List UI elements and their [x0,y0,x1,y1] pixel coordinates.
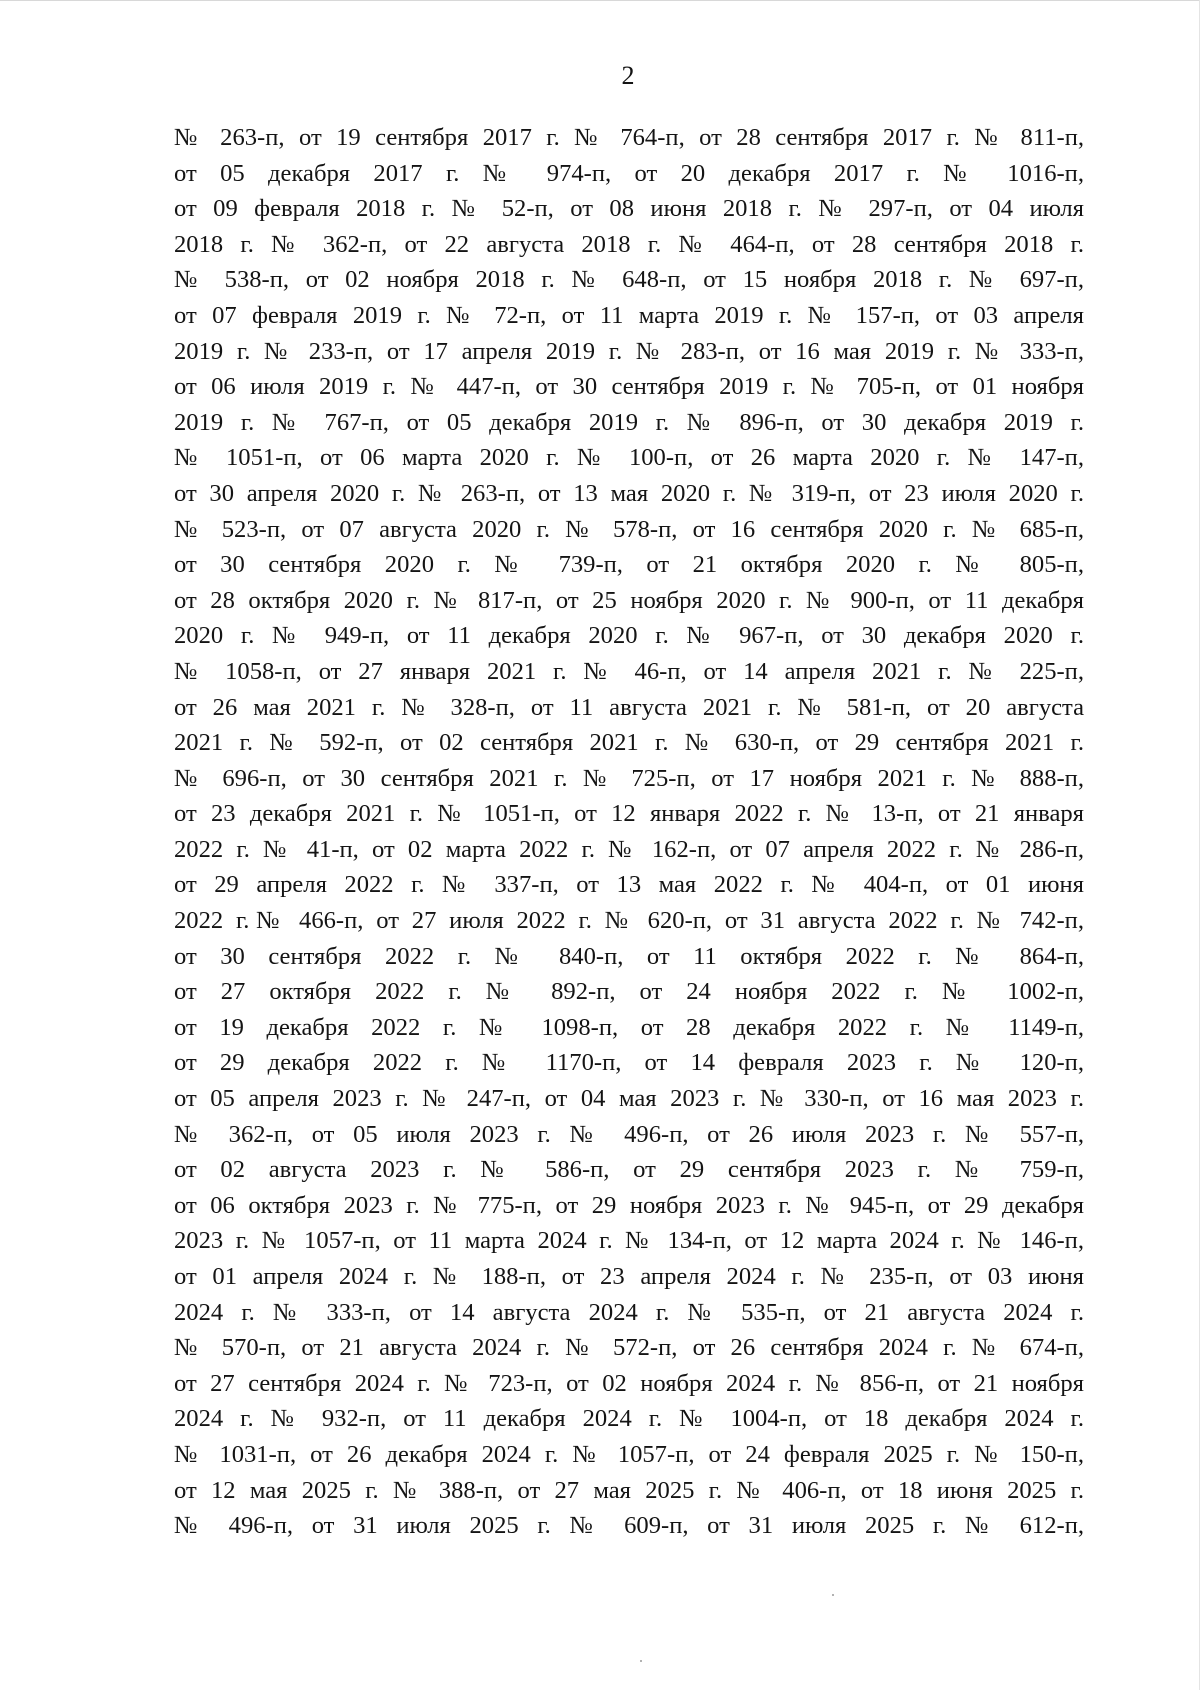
text-line: от 27 сентября 2024 г. № 723-п, от 02 ноября 2024 г. № 856-п, от 21 ноября [174,1369,1084,1397]
text-line: от 23 декабря 2021 г. № 1051-п, от 12 января 2022 г. № 13-п, от 21 января [174,800,1084,828]
text-line: от 09 февраля 2018 г. № 52-п, от 08 июня 2018 г. № 297-п, от 04 июля [174,195,1084,223]
text-line: 2023 г. № 1057-п, от 11 марта 2024 г. № 134-п, от 12 марта 2024 г. № 146-п, [174,1227,1084,1255]
text-line: № 1031-п, от 26 декабря 2024 г. № 1057-п, от 24 февраля 2025 г. № 150-п, [174,1440,1084,1468]
text-line: от 30 сентября 2020 г. № 739-п, от 21 октября 2020 г. № 805-п, [174,551,1084,579]
text-line: № 523-п, от 07 августа 2020 г. № 578-п, от 16 сентября 2020 г. № 685-п, [174,515,1084,543]
text-line: от 05 апреля 2023 г. № 247-п, от 04 мая 2023 г. № 330-п, от 16 мая 2023 г. [174,1085,1084,1113]
text-line: от 29 декабря 2022 г. № 1170-п, от 14 февраля 2023 г. № 120-п, [174,1049,1084,1077]
text-line: 2021 г. № 592-п, от 02 сентября 2021 г. № 630-п, от 29 сентября 2021 г. [174,729,1084,757]
text-line: от 06 октября 2023 г. № 775-п, от 29 ноября 2023 г. № 945-п, от 29 декабря [174,1191,1084,1219]
body-text [174,120,1084,1544]
text-line: 2024 г. № 333-п, от 14 августа 2024 г. № 535-п, от 21 августа 2024 г. [174,1298,1084,1326]
text-line: № 538-п, от 02 ноября 2018 г. № 648-п, от 15 ноября 2018 г. № 697-п, [174,266,1084,294]
text-line: от 27 октября 2022 г. № 892-п, от 24 ноября 2022 г. № 1002-п, [174,978,1084,1006]
page-number: 2 [621,61,635,90]
text-line: № 696-п, от 30 сентября 2021 г. № 725-п, от 17 ноября 2021 г. № 888-п, [174,764,1084,792]
text-line: 2018 г. № 362-п, от 22 августа 2018 г. № 464-п, от 28 сентября 2018 г. [174,230,1084,258]
text-line: от 19 декабря 2022 г. № 1098-п, от 28 декабря 2022 г. № 1149-п, [174,1013,1084,1041]
text-line: от 07 февраля 2019 г. № 72-п, от 11 марта 2019 г. № 157-п, от 03 апреля [174,301,1084,329]
text-line: 2022 г. № 41-п, от 02 марта 2022 г. № 162-п, от 07 апреля 2022 г. № 286-п, [174,835,1084,863]
scan-speck [832,1594,834,1596]
text-line: от 28 октября 2020 г. № 817-п, от 25 ноября 2020 г. № 900-п, от 11 декабря [174,586,1084,614]
text-line: № 570-п, от 21 августа 2024 г. № 572-п, от 26 сентября 2024 г. № 674-п, [174,1334,1084,1362]
text-line: 2019 г. № 767-п, от 05 декабря 2019 г. № 896-п, от 30 декабря 2019 г. [174,408,1084,436]
text-line: 2024 г. № 932-п, от 11 декабря 2024 г. № 1004-п, от 18 декабря 2024 г. [174,1405,1084,1433]
text-line: от 30 сентября 2022 г. № 840-п, от 11 октября 2022 г. № 864-п, [174,942,1084,970]
text-line: от 26 мая 2021 г. № 328-п, от 11 августа 2021 г. № 581-п, от 20 августа [174,693,1084,721]
text-line: от 02 августа 2023 г. № 586-п, от 29 сентября 2023 г. № 759-п, [174,1156,1084,1184]
page-top-edge [0,0,1200,1]
text-line: 2022 г.№ 466-п, от 27 июля 2022 г. № 620-п, от 31 августа 2022 г. № 742-п, [174,907,1084,935]
text-line: от 12 мая 2025 г. № 388-п, от 27 мая 2025 г. № 406-п, от 18 июня 2025 г. [174,1476,1084,1504]
text-line: от 29 апреля 2022 г. № 337-п, от 13 мая 2022 г. № 404-п, от 01 июня [174,871,1084,899]
text-line: от 06 июля 2019 г. № 447-п, от 30 сентября 2019 г. № 705-п, от 01 ноября [174,373,1084,401]
text-line: № 496-п, от 31 июля 2025 г. № 609-п, от 31 июля 2025 г. № 612-п, [174,1512,1084,1540]
text-line: от 30 апреля 2020 г. № 263-п, от 13 мая 2020 г. № 319-п, от 23 июля 2020 г. [174,479,1084,507]
text-line: от 05 декабря 2017 г. № 974-п, от 20 декабря 2017 г. № 1016-п, [174,159,1084,187]
text-line: 2019 г. № 233-п, от 17 апреля 2019 г. № 283-п, от 16 мая 2019 г. № 333-п, [174,337,1084,365]
text-line: от 01 апреля 2024 г. № 188-п, от 23 апреля 2024 г. № 235-п, от 03 июня [174,1263,1084,1290]
text-line: 2020 г. № 949-п, от 11 декабря 2020 г. № 967-п, от 30 декабря 2020 г. [174,622,1084,650]
text-line: № 1051-п, от 06 марта 2020 г. № 100-п, от 26 марта 2020 г. № 147-п, [174,444,1084,472]
text-line: № 263-п, от 19 сентября 2017 г. № 764-п, от 28 сентября 2017 г. № 811-п, [174,124,1084,151]
text-line: № 1058-п, от 27 января 2021 г. № 46-п, от 14 апреля 2021 г. № 225-п, [174,657,1084,685]
text-line: № 362-п, от 05 июля 2023 г. № 496-п, от 26 июля 2023 г. № 557-п, [174,1120,1084,1148]
scan-speck [640,1660,642,1662]
